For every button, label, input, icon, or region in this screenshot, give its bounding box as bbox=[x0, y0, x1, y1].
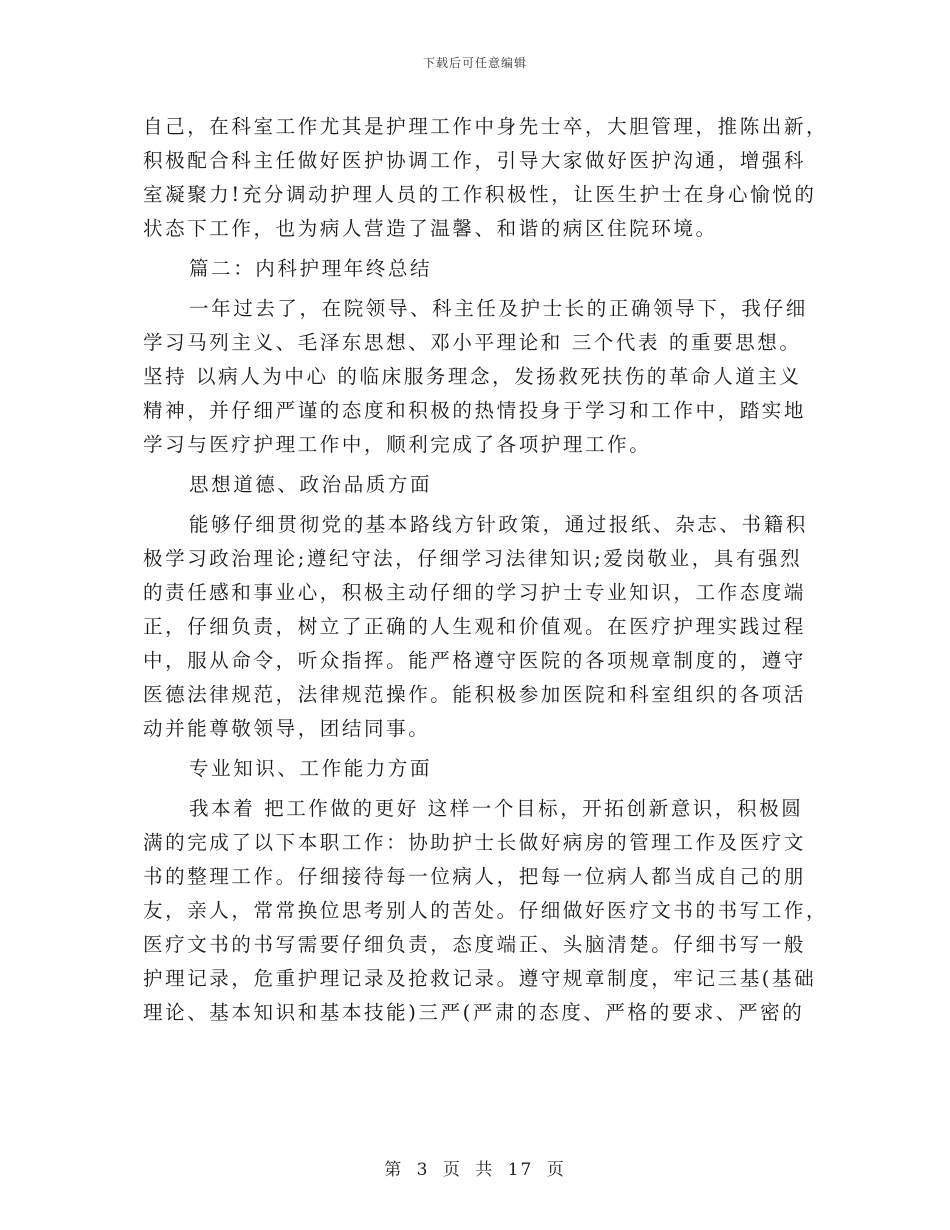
text-line: 状态下工作，也为病人营造了温馨、和谐的病区住院环境。 bbox=[143, 217, 718, 240]
text-line: 学习马列主义、毛泽东思想、邓小平理论和 三个代表 的重要思想。 bbox=[143, 331, 802, 354]
text-line: 精神，并仔细严谨的态度和积极的热情投身于学习和工作中，踏实地 bbox=[143, 399, 807, 422]
paragraph bbox=[143, 792, 829, 1030]
heading-text: 篇二：内科护理年终总结 bbox=[189, 257, 433, 280]
document-body bbox=[143, 110, 829, 1030]
paragraph bbox=[143, 292, 807, 462]
text-line: 满的完成了以下本职工作：协助护士长做好病房的管理工作及医疗文 bbox=[143, 831, 807, 854]
text-line: 学习与医疗护理工作中，顺利完成了各项护理工作。 bbox=[143, 433, 652, 456]
text-line: 积极配合科主任做好医护协调工作，引导大家做好医护沟通，增强科 bbox=[143, 149, 807, 172]
text-line: 室凝聚力!充分调动护理人员的工作积极性，让医生护士在身心愉悦的 bbox=[143, 183, 817, 206]
page-number-footer: 第 3 页 共 17 页 bbox=[384, 1160, 566, 1180]
paragraph bbox=[143, 508, 807, 746]
text-line: 我本着 把工作做的更好 这样一个目标，开拓创新意识，积极圆 bbox=[189, 797, 804, 820]
section-heading bbox=[143, 252, 807, 286]
text-line: 医疗文书的书写需要仔细负责，态度端正、头脑清楚。仔细书写一般 bbox=[143, 933, 807, 956]
text-line: 能够仔细贯彻党的基本路线方针政策，通过报纸、杂志、书籍积 bbox=[189, 513, 808, 536]
text-line: 书的整理工作。仔细接待每一位病人，把每一位病人都当成自己的朋 bbox=[143, 865, 807, 888]
text-line: 友，亲人，常常换位思考别人的苦处。仔细做好医疗文书的书写工作， bbox=[143, 899, 829, 922]
paragraph-continuation bbox=[143, 110, 829, 246]
heading-text: 思想道德、政治品质方面 bbox=[189, 473, 433, 496]
text-line: 正，仔细负责，树立了正确的人生观和价值观。在医疗护理实践过程 bbox=[143, 615, 807, 638]
text-line: 坚持 以病人为中心 的临床服务理念，发扬救死扶伤的革命人道主义 bbox=[143, 365, 802, 388]
page-header: 下载后可任意编辑 bbox=[422, 56, 527, 70]
text-line: 护理记录，危重护理记录及抢救记录。遵守规章制度，牢记三基(基础 bbox=[143, 967, 817, 990]
text-line: 自己，在科室工作尤其是护理工作中身先士卒，大胆管理，推陈出新， bbox=[143, 115, 829, 138]
section-heading bbox=[143, 752, 807, 786]
text-line: 理论、基本知识和基本技能)三严(严肃的态度、严格的要求、严密的 bbox=[143, 1001, 805, 1024]
text-line: 一年过去了，在院领导、科主任及护士长的正确领导下，我仔细 bbox=[189, 297, 808, 320]
text-line: 医德法律规范，法律规范操作。能积极参加医院和科室组织的各项活 bbox=[143, 683, 807, 706]
section-heading bbox=[143, 468, 807, 502]
text-line: 极学习政治理论;遵纪守法，仔细学习法律知识;爱岗敬业，具有强烈 bbox=[143, 547, 803, 570]
heading-text: 专业知识、工作能力方面 bbox=[189, 757, 433, 780]
text-line: 中，服从命令，听众指挥。能严格遵守医院的各项规章制度的，遵守 bbox=[143, 649, 807, 672]
text-line: 动并能尊敬领导，团结同事。 bbox=[143, 717, 431, 740]
text-line: 的责任感和事业心，积极主动仔细的学习护士专业知识，工作态度端 bbox=[143, 581, 807, 604]
